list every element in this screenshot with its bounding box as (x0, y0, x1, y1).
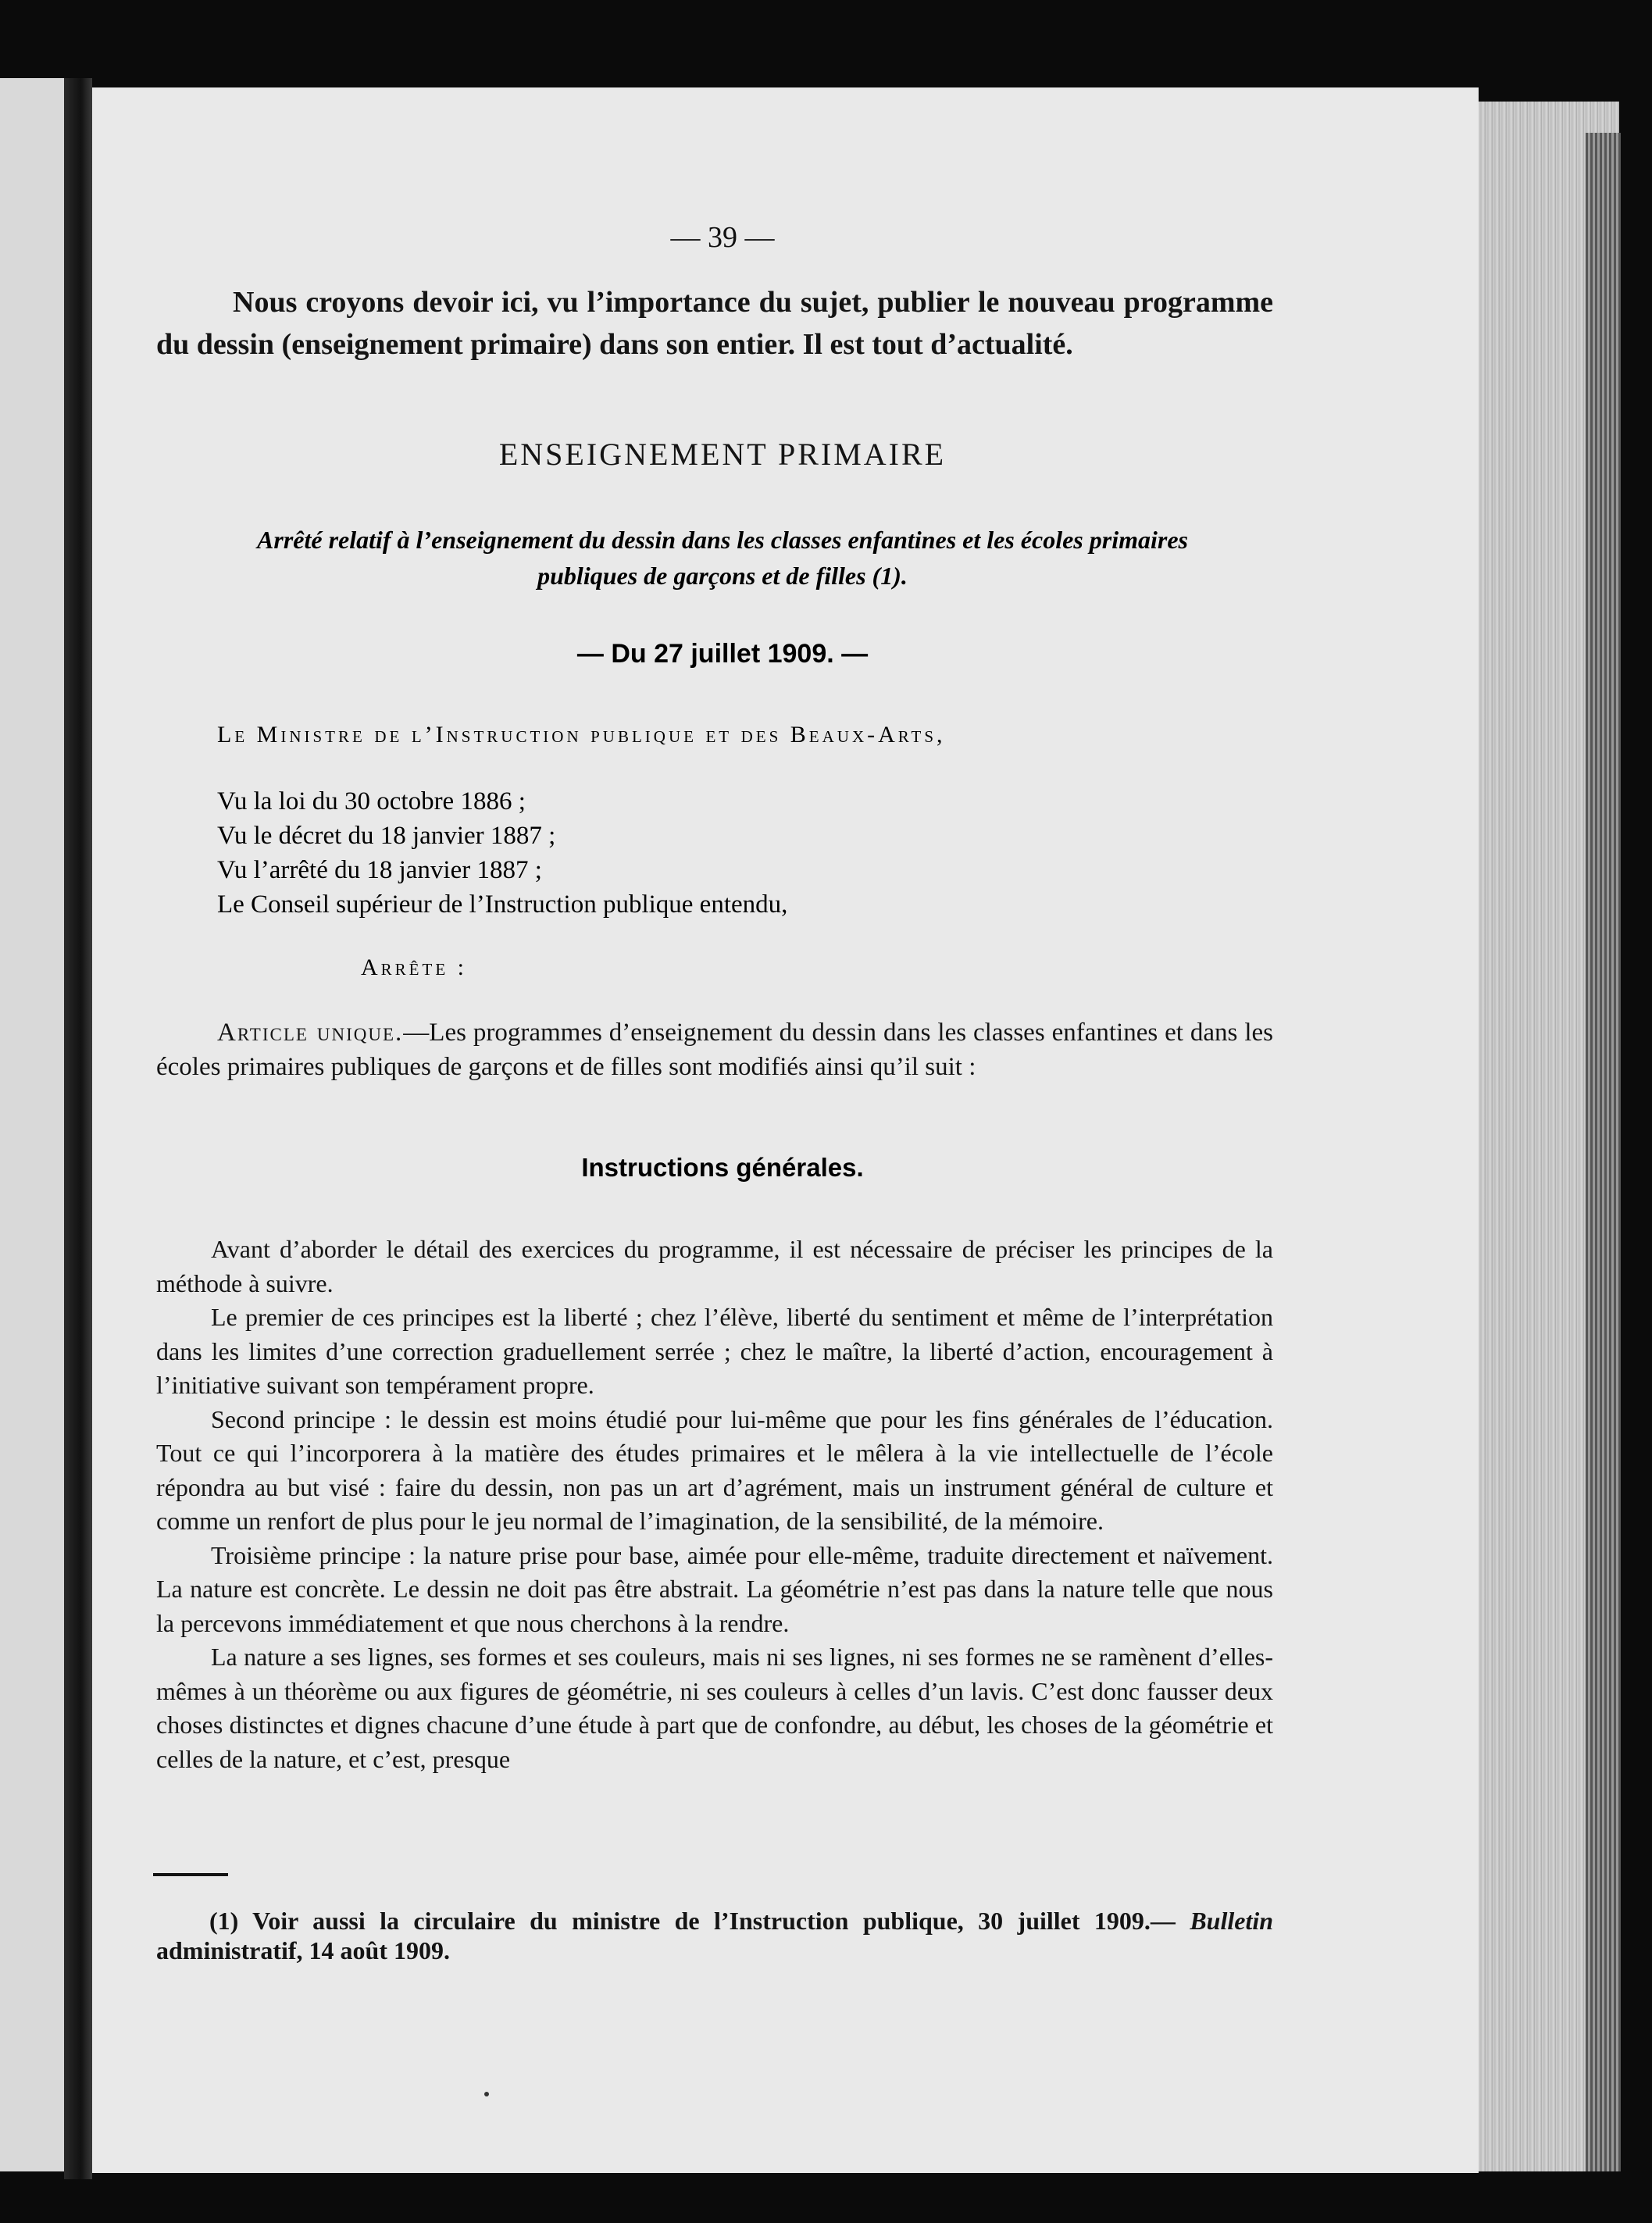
minister-line: Le Ministre de l’Instruction publique et des Beaux-Arts, (217, 722, 946, 748)
arrete-label: Arrête : (361, 954, 467, 980)
article-label: Article unique. (217, 1019, 404, 1047)
consideration-line: Vu le décret du 18 janvier 1887 ; (217, 822, 556, 850)
page-sheet (92, 87, 1479, 2173)
book-spine (64, 78, 92, 2179)
footnote-publication: Bulletin (1190, 1907, 1274, 1935)
page-stack-shadow (1586, 133, 1621, 2171)
instructions-body (156, 1233, 1273, 1776)
article-text: —Les programmes d’enseignement du dessin dans les classes enfantines et dans les écoles primaires publiques de garçons et de filles sont modifiés ainsi qu’il suit : (156, 1019, 1273, 1081)
body-paragraph: Troisième principe : la nature prise pour base, aimée pour elle-même, traduite directement et naïvement. La nature est concrète. Le dessin ne doit pas être abstrait. La géométrie n’est pas dans la nature telle que nous la percevons immédiatement et que nous cherchons à la rendre. (156, 1540, 1273, 1637)
consideration-line: Vu la loi du 30 octobre 1886 ; (217, 787, 526, 815)
page-speck (484, 2092, 489, 2096)
body-paragraph: Le premier de ces principes est la liberté ; chez l’élève, liberté du sentiment et même de l’interprétation dans les limites d’une correction graduellement serrée ; chez le maître, la liberté d’action, encouragement à l’initiative suivant son tempérament propre. (156, 1303, 1273, 1399)
date-line: — Du 27 juillet 1909. — (576, 639, 869, 669)
body-paragraph: Avant d’aborder le détail des exercices du programme, il est nécessaire de préciser les principes de la méthode à suivre. (156, 1235, 1273, 1297)
consideration-line: Le Conseil supérieur de l’Instruction publique entendu, (217, 890, 788, 919)
considerations-list (217, 784, 787, 922)
section-heading: ENSEIGNEMENT PRIMAIRE (498, 437, 947, 472)
body-paragraph: La nature a ses lignes, ses formes et ses couleurs, mais ni ses lignes, ni ses formes ne se ramènent d’elles-mêmes à un théorème ou aux figures de géométrie, ni ses couleurs à celles d’un lavis. C’est donc fausser deux choses distinctes et dignes chacune d’une étude à part que de confondre, au début, les choses de la géométrie et celles de la nature, et c’est, presque (156, 1643, 1273, 1773)
subheading: Instructions générales. (581, 1153, 864, 1182)
article-paragraph (156, 1015, 1273, 1084)
footnote-text: (1) Voir aussi la circulaire du ministre de l’Instruction publique, 30 juillet 1909.— (209, 1907, 1176, 1935)
footnote-divider (153, 1873, 228, 1876)
footnote-rest: administratif, 14 août 1909. (156, 1936, 450, 1964)
footnote (156, 1906, 1273, 1965)
intro-paragraph: Nous croyons devoir ici, vu l’importance du sujet, publier le nouveau programme du dessin (enseignement primaire) dans son entier. Il est tout d’actualité. (156, 286, 1273, 361)
arrete-title: Arrêté relatif à l’enseignement du dessin dans les classes enfantines et les écoles primaires publiques de garçons et de filles (1). (257, 526, 1188, 590)
body-paragraph: Second principe : le dessin est moins étudié pour lui-même que pour les fins générales de l’éducation. Tout ce qui l’incorporera à la matière des études primaires et le mêlera à la vie intellectuelle de l’école répondra au but visé : faire du dessin, non pas un art d’agrément, mais un instrument général de culture et comme un renfort de plus pour le jeu normal de l’imagination, de la sensibilité, de la mémoire. (156, 1404, 1273, 1535)
consideration-line: Vu l’arrêté du 18 janvier 1887 ; (217, 856, 542, 884)
previous-page-edge (0, 78, 64, 2171)
page-number: — 39 — (670, 221, 775, 254)
